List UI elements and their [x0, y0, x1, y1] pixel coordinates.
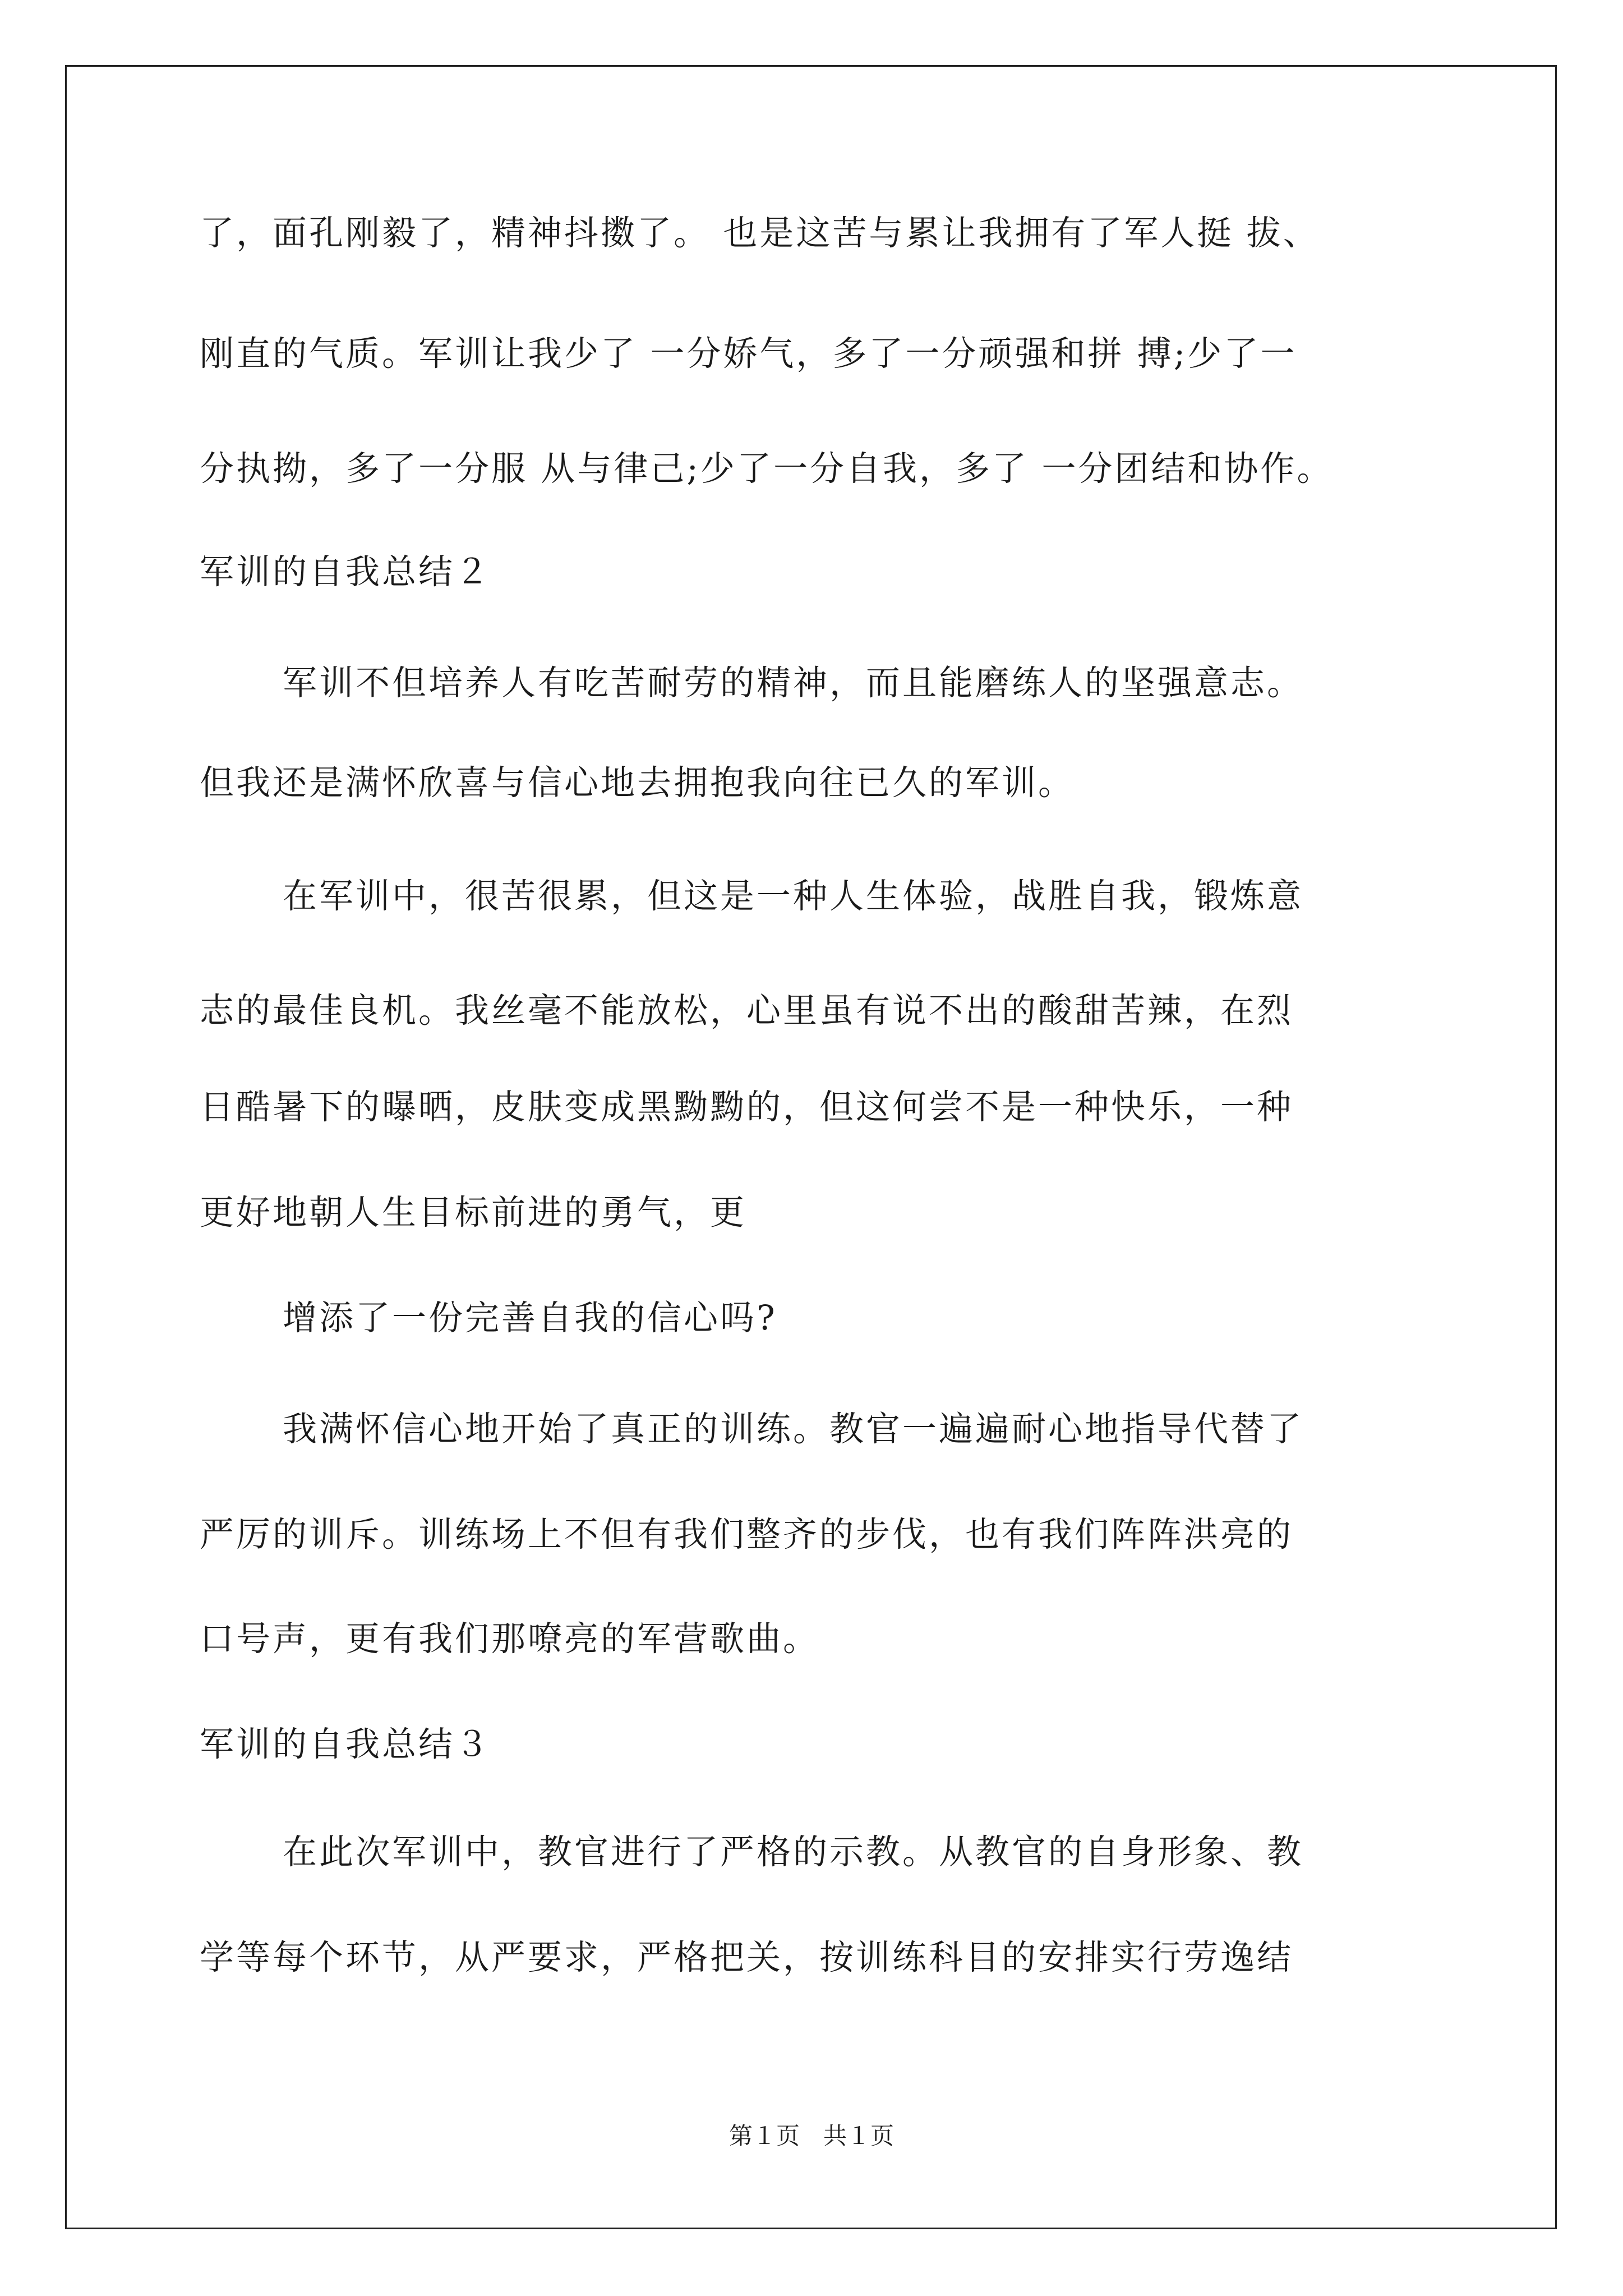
paragraph-line: 了，面孔刚毅了，精神抖擞了。 也是这苦与累让我拥有了军人挺 拔、	[200, 213, 1320, 253]
paragraph-line: 日酷暑下的曝晒，皮肤变成黑黝黝的，但这何尝不是一种快乐，一种	[200, 1087, 1294, 1127]
page-border	[65, 65, 1557, 2229]
paragraph-line: 但我还是满怀欣喜与信心地去拥抱我向往已久的军训。	[200, 763, 1075, 803]
paragraph-line: 我满怀信心地开始了真正的训练。教官一遍遍耐心地指导代替了	[283, 1409, 1304, 1449]
paragraph-line: 在军训中，很苦很累，但这是一种人生体验，战胜自我，锻炼意	[283, 876, 1304, 916]
page-number-footer: 第１页 共１页	[728, 2122, 894, 2150]
paragraph-line: 分执拗，多了一分服 从与律己;少了一分自我，多了 一分团结和协作。	[200, 449, 1334, 489]
paragraph-line: 刚直的气质。军训让我少了 一分娇气，多了一分顽强和拼 搏;少了一	[200, 334, 1297, 374]
paragraph-line: 志的最佳良机。我丝毫不能放松，心里虽有说不出的酸甜苦辣，在烈	[200, 991, 1294, 1030]
paragraph-line: 更好地朝人生目标前进的勇气，更	[200, 1193, 747, 1232]
paragraph-line: 在此次军训中，教官进行了严格的示教。从教官的自身形象、教	[283, 1832, 1304, 1872]
paragraph-line: 口号声，更有我们那嘹亮的军营歌曲。	[200, 1619, 820, 1659]
paragraph-line: 严厉的训斥。训练场上不但有我们整齐的步伐，也有我们阵阵洪亮的	[200, 1515, 1294, 1554]
paragraph-line: 增添了一份完善自我的信心吗?	[283, 1298, 777, 1338]
paragraph-line: 学等每个环节，从严要求，严格把关，按训练科目的安排实行劳逸结	[200, 1938, 1294, 1977]
paragraph-line: 军训不但培养人有吃苦耐劳的精神，而且能磨练人的坚强意志。	[283, 663, 1304, 703]
section-heading: 军训的自我总结２	[200, 552, 492, 592]
section-heading: 军训的自我总结３	[200, 1724, 492, 1764]
